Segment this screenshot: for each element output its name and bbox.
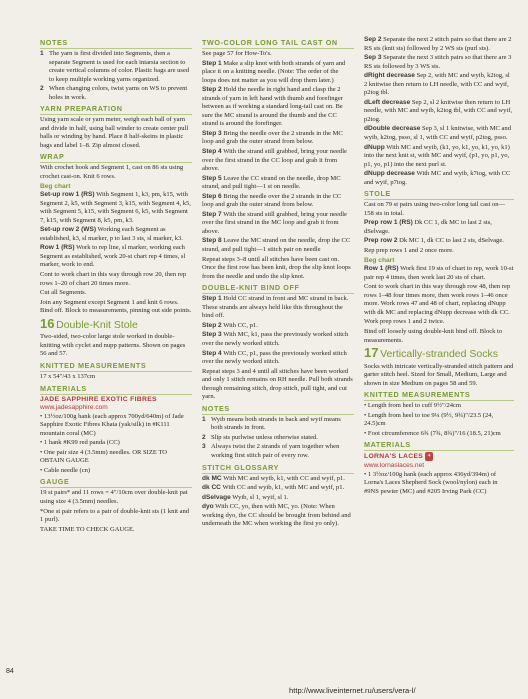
socks-materials-heading: MATERIALS (364, 440, 514, 451)
materials-heading: MATERIALS (40, 384, 192, 395)
note-2-1: 1 Wyib means both strands in back and wyif means both strands in front. (202, 415, 341, 432)
gauge-check: TAKE TIME TO CHECK GAUGE. (40, 525, 135, 533)
brand-name: JADE SAPPHIRE EXOTIC FIBRES (40, 395, 157, 403)
yarn-prep-text: Using yarn scale or yarn meter, weigh each ball of yarn and divide in half, using ball winder to create center pull balls or winding by hand. Place 8 half-skeins in plastic bags and label 1–8. Zip almost closed. (40, 116, 189, 149)
row-1: Row 1 (RS) Work to rep line, sl marker, working each Segment as established, work 20-st chart rep 4 times, sl marker, work to end. (40, 244, 186, 269)
prep-row-2: Prep row 2 Dk MC 1, dk CC to last 2 sts, dSelvage. (364, 237, 504, 245)
glossary-dnupp-decrease: dNupp decrease With MC and wyib, k7tog, with CC and wyif, p7tog. (364, 170, 511, 186)
socks-brand-name: LORNA'S LACES (364, 453, 424, 461)
cut-text: Cut all Segments. (40, 289, 87, 297)
material-4: • Cable needle (cn) (40, 466, 91, 474)
gauge-heading: GAUGE (40, 477, 192, 488)
bind-off-step-4: Step 4 With CC, p1, pass the previously worked stitch over the newly worked stitch. (202, 349, 347, 366)
note-2: 2 When changing colors, twist yarns on WS to prevent holes in work. (40, 85, 188, 101)
knitted-measurements-heading: KNITTED MEASUREMENTS (40, 361, 192, 372)
yarn-prep-heading: YARN PREPARATION (40, 104, 192, 115)
prep-row-1: Prep row 1 (RS) Dk CC 1, dk MC to last 2 sts, dSelvage. (364, 219, 492, 235)
glossary-dyo: dyo With CC, yo, then with MC, yo. (Note: When working dyo, the CC should be brought from behind and underneath the MC when working the first yo only). (202, 503, 351, 528)
glossary-dnupp: dNupp With MC and wyib, (k1, yo, k1, yo, k1, yo, k1) into the next knit st, with MC and wyif, (p1, yo, p1, yo, p1, yo, p1) into the next purl st. (364, 143, 510, 168)
material-1: • 13½oz/100g hank (each approx 700yd/640m) of Jade Sapphire Exotic Fibres Khata (yak/silk) in #K111 mountain coral (MC) (40, 412, 184, 437)
two-color-cast-on-heading: TWO-COLOR LONG TAIL CAST ON (202, 38, 354, 49)
join-text: Join any Segment except Segment 1 and knit 6 rows. Bind off. Block to measurements, pinning out side points. (40, 298, 192, 315)
socks-meas-1: • Length from heel to cuff 9½"/24cm (364, 402, 462, 410)
bind-off-step-2: Step 2 With CC, p1. (202, 321, 258, 329)
beg-chart-label: Beg chart (40, 182, 71, 190)
socks-material-1: • 1 3½oz/100g hank (each approx 436yd/394m) of Lorna's Laces Shepherd Sock (wool/nylon) each in #9NS pewter (MC) and #205 Irving Park (CC) (364, 470, 498, 495)
page-number: 84 (6, 668, 14, 675)
bind-off-repeat: Repeat steps 3 and 4 until all stitches have been worked and only 1 stitch remains on RH needle. Pull both strands through remaining stitch, drop stitch, pull tight, and cut yarn. (202, 367, 353, 401)
column-3 (364, 36, 514, 497)
cast-on-step-6: Step 6 Bring the needle over the 2 strands in the CC loop and grab the outer strand from below. (202, 192, 342, 209)
notes-2-heading: NOTES (202, 404, 354, 415)
socks-meas-2: • Length from heel to toe 9¼ (9½, 9¾)"/23.5 (24, 24.5)cm (364, 411, 494, 428)
socks-measurements-heading: KNITTED MEASUREMENTS (364, 390, 514, 401)
wrap-intro: With crochet hook and Segment 1, cast on 86 sts using crochet cast-on. Knit 6 rows. (40, 164, 184, 181)
cast-on-step-1: Step 1 Make a slip knot with both strands of yarn and place it on a knitting needle. (Note: The order of the loops does not matter as you will drop them later.) (202, 59, 346, 84)
stole-heading: STOLE (364, 189, 514, 200)
brand-logo-icon: ✶ (427, 453, 432, 460)
socks-brand-row (364, 452, 514, 462)
glossary-dleft-decrease: dLeft decrease Sep 2, sl 2 knitwise then return to LH needle, with MC and wyib, k2tog tbl, with CC and wyif, p2tog. (364, 98, 513, 123)
stole-row-1: Row 1 (RS) Work first 19 sts of chart to rep, work 10-st pair rep 4 times, then work last 20 sts of chart. (364, 265, 514, 281)
note-2-2: 2 Slip sts purlwise unless otherwise stated. (202, 433, 318, 441)
socks-brand-url: www.lornaslaces.net (364, 461, 425, 469)
setup-row-2: Set-up row 2 (WS) Working each Segment as established, k3, sl marker, p to last 3 sts, sl marker, k3. (40, 226, 183, 242)
column-2 (202, 36, 354, 530)
glossary-dk-mc: dk MC With MC and wyib, k1, with CC and wyif, p1. (202, 474, 345, 482)
cast-on-step-8: Step 8 Leave the MC strand on the needle, drop the CC strand, and pull tight—1 stitch pair on needle (202, 237, 351, 254)
cast-on-step-3: Step 3 Bring the needle over the 2 strands in the MC loop and grab the outer strand from below. (202, 129, 343, 146)
continue-text: Cont to work chart in this way through row 20, then rep rows 1–20 of chart 20 times more. (40, 271, 187, 287)
socks-description: Socks with intricate vertically-stranded stitch pattern and garter stitch heel. Sized for Small, Medium, Large and shown in size Medium on pages 58 and 59. (364, 362, 514, 387)
bind-off-step-1: Step 1 Hold CC strand in front and MC strand in back. These strands are always held like this throughout the bind off. (202, 295, 349, 320)
pattern-16-title: 16 Double-Knit Stole (40, 315, 138, 331)
beg-chart-label-2: Beg chart (364, 256, 395, 264)
cast-on-step-5: Step 5 Leave the CC strand on the needle, drop MC strand, and pull tight—1 st on needle. (202, 174, 341, 191)
stole-work-prep: Work prep rows 1 and 2 twice. (364, 318, 445, 326)
glossary-dright-decrease: dRight decrease Sep 2, with MC and wyib, k2tog, sl 2 knitwise then return to LH needle, with CC and wyif, p2tog tbl. (364, 72, 510, 97)
glossary-sep-3: Sep 3 Separate the next 3 stitch pairs so that there are 3 RS sts followed by 3 WS sts. (364, 54, 512, 70)
rep-prep-rows: Rep prep rows 1 and 2 once more. (364, 247, 454, 255)
knitted-measurements: 17 x 54"/43 x 137cm (40, 372, 96, 380)
stole-description: Two-sided, two-color large stole worked in double-knitting with cyclet and nupp patterns. Shown on pages 56 and 57. (40, 333, 186, 358)
cast-on-step-7: Step 7 With the strand still grabbed, bring your needle over the first strand in the MC loop and grab it from above. (202, 210, 347, 235)
gauge-text: 19 st pairs* and 11 rows = 4"/10cm over double-knit pat using size 4 (3.5mm) needles. (40, 489, 188, 505)
note-1: 1 The yarn is first divided into Segments, then a separate Segment is used for each intarsia section to create vertical columns of color. Plastic bags are used to keep multiple working yarns organized. (40, 50, 190, 83)
bind-off-heading: DOUBLE-KNIT BIND OFF (202, 283, 354, 294)
see-page: See page 57 for How-To's. (202, 50, 272, 57)
glossary-dk-cc: dk CC With CC and wyib, k1, with MC and wyif, p1. (202, 484, 345, 492)
setup-row-1: Set-up row 1 (RS) With Segment 1, k3, pm, k15, with Segment 2, k5, with Segment 3, k15, with Segment 4, k5, with Segment 5, k15, with Segment 6, k5, with Segment 7, k15, with Segment 8, k5, pm, k3. (40, 191, 191, 224)
bind-off-step-3: Step 3 With MC, k1, pass the previously worked stitch over the newly worked stitch. (202, 331, 349, 347)
wrap-heading: WRAP (40, 152, 192, 163)
watermark-url: http://www.liveinternet.ru/users/vera-l/ (289, 686, 416, 695)
stole-continue: Cont to work chart in this way through row 48, then rep rows 1–48 four times more, then work rows 1–46 once more. Work rows 47 and 48 of chart, replacing dNupp with dk MC and replacing dNupp decrease with dk CC. (364, 283, 511, 316)
cast-on-step-4: Step 4 With the strand still grabbed, bring your needle over the first strand in the CC loop and grab it from above. (202, 148, 347, 173)
glossary-dselvage: dSelvage Wyib, sl 1, wyif, sl 1. (202, 493, 289, 501)
cast-on-repeat: Repeat steps 3–8 until all stitches have been cast on. Once the first row has been knit, drop the slip knot loops from the needle and undo the slip knot. (202, 255, 351, 280)
material-3: • One pair size 4 (3.5mm) needles. OR SIZE TO OBTAIN GAUGE (40, 448, 167, 465)
stole-bind-off: Bind off loosely using double-knit bind off. Block to measurements. (364, 327, 503, 344)
brand-url: www.jadesapphire.com (40, 404, 108, 412)
notes-heading: NOTES (40, 38, 192, 49)
glossary-ddouble-decrease: dDouble decrease Sep 3, sl 1 knitwise, with MC and wyib, k2tog, psso, sl 1, with CC and wyif, p2tog, psso. (364, 125, 511, 142)
stitch-glossary-heading: STITCH GLOSSARY (202, 463, 354, 474)
glossary-sep-2: Sep 2 Separate the next 2 stitch pairs so that there are 2 RS sts (knit sts) followed by 2 WS sts (purl sts). (364, 36, 512, 52)
socks-meas-3: • Foot circumference 6¾ (7¾, 8¾)"/16 (18.5, 21)cm (364, 429, 501, 437)
gauge-note: *One st pair refers to a pair of double-knit sts (1 knit and 1 purl). (40, 507, 190, 524)
pattern-17-title: 17 Vertically-stranded Socks (364, 345, 498, 361)
column-1 (40, 36, 192, 535)
material-2: • 1 hank #K99 red panda (CC) (40, 439, 120, 447)
note-2-3: 3 Always twist the 2 strands of yarn together when working first stitch pair of every row. (202, 443, 340, 459)
stole-cast-on: Cast on 79 st pairs using two-color long tail cast on—158 sts in total. (364, 201, 506, 217)
cast-on-step-2: Step 2 Hold the needle in right hand and clasp the 2 strands of yarn in left hand with thumb and forefinger between as if working a standard long-tail cast on. Be sure the MC strand is around the thumb and the CC strand is around the forefinger. (202, 86, 343, 128)
